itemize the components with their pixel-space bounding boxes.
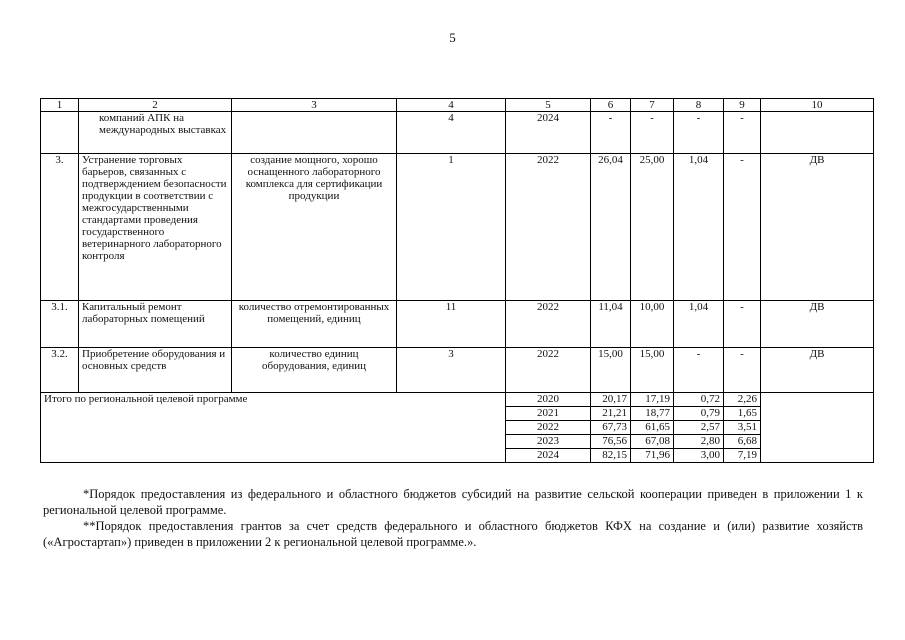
- row-c7: 15,00: [631, 348, 674, 393]
- row-c4: 3: [397, 348, 506, 393]
- row-c9: -: [724, 301, 761, 348]
- row-name: Устранение торговых барьеров, связанных с подтверждением безопасности продукции в соответствии с межгосударственными стандартами проведения государственного ветеринарного лабораторного контроля: [79, 154, 232, 301]
- row-year: 2022: [506, 348, 591, 393]
- total-year: 2020: [506, 393, 591, 407]
- row-c6: 11,04: [591, 301, 631, 348]
- col-9-header: 9: [724, 99, 761, 112]
- total-c6: 67,73: [591, 421, 631, 435]
- col-6-header: 6: [591, 99, 631, 112]
- total-c6: 76,56: [591, 435, 631, 449]
- total-year: 2024: [506, 449, 591, 463]
- row-number: 3.: [41, 154, 79, 301]
- row-year: 2024: [506, 112, 591, 154]
- total-c7: 17,19: [631, 393, 674, 407]
- row-c7: 10,00: [631, 301, 674, 348]
- col-1-header: 1: [41, 99, 79, 112]
- row-c4: 1: [397, 154, 506, 301]
- row-c6: 15,00: [591, 348, 631, 393]
- row-number: 3.1.: [41, 301, 79, 348]
- total-c6: 82,15: [591, 449, 631, 463]
- row-name: Капитальный ремонт лабораторных помещений: [79, 301, 232, 348]
- total-c8: 3,00: [674, 449, 724, 463]
- total-c7: 61,65: [631, 421, 674, 435]
- total-c7: 71,96: [631, 449, 674, 463]
- row-c7: -: [631, 112, 674, 154]
- row-c9: -: [724, 154, 761, 301]
- table-row: [41, 154, 874, 301]
- row-c4: 4: [397, 112, 506, 154]
- total-year: 2023: [506, 435, 591, 449]
- total-c9: 7,19: [724, 449, 761, 463]
- row-number: 3.2.: [41, 348, 79, 393]
- footnotes: [43, 486, 863, 550]
- total-c9: 1,65: [724, 407, 761, 421]
- col-10-header: 10: [761, 99, 874, 112]
- row-year: 2022: [506, 301, 591, 348]
- col-4-header: 4: [397, 99, 506, 112]
- program-table: [40, 98, 874, 463]
- total-c8: 2,80: [674, 435, 724, 449]
- col-3-header: 3: [232, 99, 397, 112]
- total-c9: 6,68: [724, 435, 761, 449]
- total-year: 2022: [506, 421, 591, 435]
- row-indicator: количество единиц оборудования, единиц: [232, 348, 397, 393]
- total-c10: [761, 393, 874, 463]
- row-year: 2022: [506, 154, 591, 301]
- row-indicator: [232, 112, 397, 154]
- row-c8: -: [674, 348, 724, 393]
- col-5-header: 5: [506, 99, 591, 112]
- row-number: [41, 112, 79, 154]
- row-c8: 1,04: [674, 154, 724, 301]
- row-name: компаний АПК на международных выставках: [79, 112, 232, 154]
- total-row: [41, 393, 874, 407]
- row-c9: -: [724, 348, 761, 393]
- total-year: 2021: [506, 407, 591, 421]
- row-c7: 25,00: [631, 154, 674, 301]
- row-c4: 11: [397, 301, 506, 348]
- footnote-subsidies: *Порядок предоставления из федерального и областного бюджетов субсидий на развитие сельской кооперации приведен в приложении 1 к региональной целевой программе.: [43, 487, 863, 517]
- row-c10: ДВ: [761, 348, 874, 393]
- total-c7: 67,08: [631, 435, 674, 449]
- total-c6: 21,21: [591, 407, 631, 421]
- col-2-header: 2: [79, 99, 232, 112]
- total-c8: 2,57: [674, 421, 724, 435]
- col-7-header: 7: [631, 99, 674, 112]
- total-label: Итого по региональной целевой программе: [41, 393, 506, 463]
- row-c10: ДВ: [761, 154, 874, 301]
- row-c8: 1,04: [674, 301, 724, 348]
- footnote-grants: **Порядок предоставления грантов за счет средств федерального и областного бюджетов КФХ на создание и (или) развитие хозяйств («Агростартап») приведен в приложении 2 к региональной целевой программе.».: [43, 519, 863, 549]
- total-c7: 18,77: [631, 407, 674, 421]
- row-c9: -: [724, 112, 761, 154]
- row-name: Приобретение оборудования и основных средств: [79, 348, 232, 393]
- total-c8: 0,72: [674, 393, 724, 407]
- row-c10: ДВ: [761, 301, 874, 348]
- header-row: [41, 99, 874, 112]
- row-indicator: создание мощного, хорошо оснащенного лабораторного комплекса для сертификации продукции: [232, 154, 397, 301]
- row-indicator: количество отремонтированных помещений, единиц: [232, 301, 397, 348]
- table-row: [41, 348, 874, 393]
- row-c6: 26,04: [591, 154, 631, 301]
- page-number: 5: [449, 30, 456, 45]
- total-c9: 3,51: [724, 421, 761, 435]
- col-8-header: 8: [674, 99, 724, 112]
- total-c6: 20,17: [591, 393, 631, 407]
- table-row: [41, 301, 874, 348]
- row-c10: [761, 112, 874, 154]
- total-c8: 0,79: [674, 407, 724, 421]
- row-c6: -: [591, 112, 631, 154]
- table-row: [41, 112, 874, 154]
- row-c8: -: [674, 112, 724, 154]
- total-c9: 2,26: [724, 393, 761, 407]
